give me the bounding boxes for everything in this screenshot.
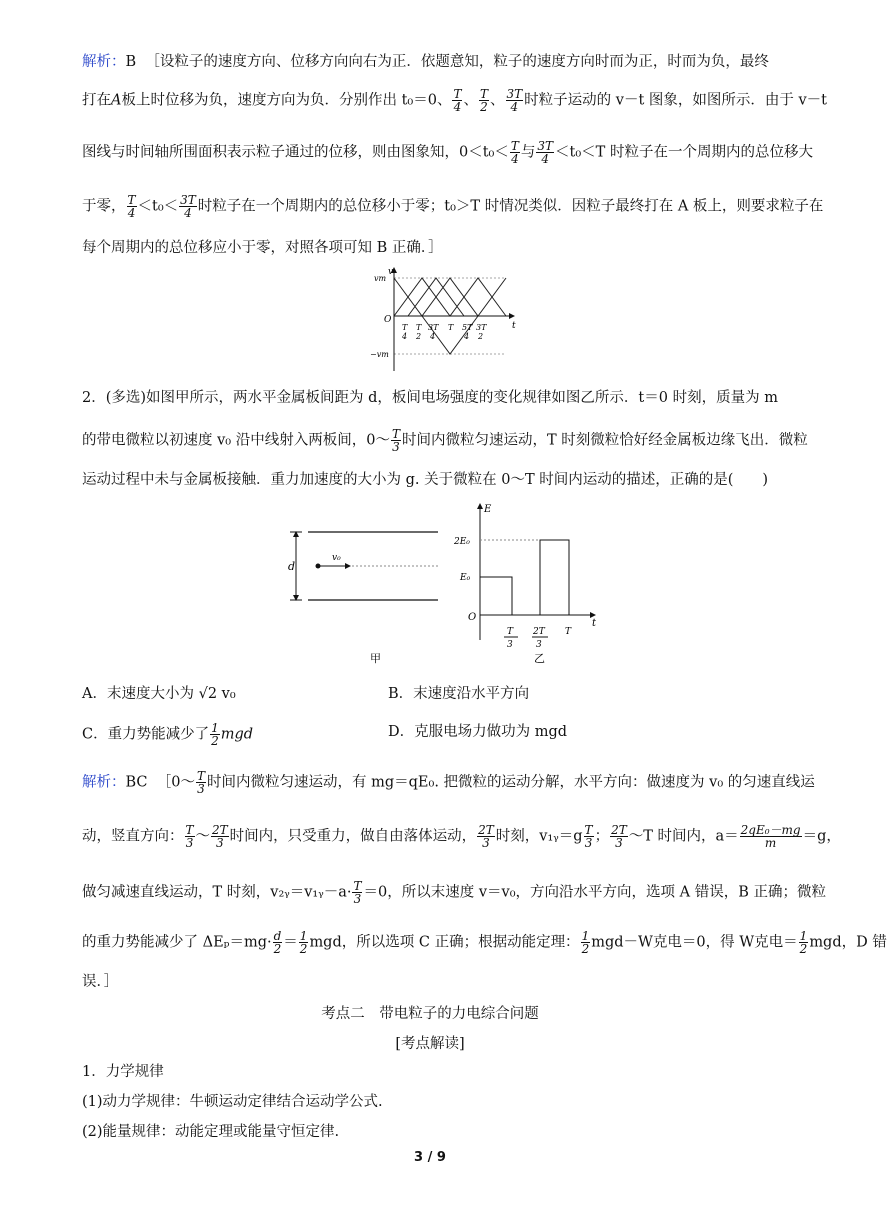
svg-text:4: 4 bbox=[430, 332, 436, 341]
analysis2-line3: 做匀减速直线运动，T 时刻，v₂ᵧ＝v₁ᵧ－a· $\frac{T}{3}$ ＝0，所以末速度 v＝v₀，方向沿水平方向，选项 A 错误，B 正确；微粒 bbox=[82, 879, 826, 906]
analysis1-line5: 每个周期内的总位移应小于零，对照各项可知 B 正确．］ bbox=[82, 240, 443, 256]
svg-text:T: T bbox=[416, 323, 422, 332]
svg-text:T: T bbox=[402, 323, 408, 332]
vt-graph bbox=[364, 266, 524, 376]
svg-text:d: d bbox=[288, 560, 296, 573]
svg-text:乙: 乙 bbox=[534, 652, 545, 665]
svg-text:O: O bbox=[468, 612, 477, 623]
svg-text:E: E bbox=[484, 504, 492, 515]
q2-line1: 2．(多选)如图甲所示，两水平金属板间距为 d，板间电场强度的变化规律如图乙所示．t＝0 时刻，质量为 m bbox=[82, 390, 778, 406]
svg-text:2E₀: 2E₀ bbox=[454, 537, 470, 547]
page-number: 3 / 9 bbox=[414, 1150, 446, 1165]
analysis2-line2: 动，竖直方向： $\frac{T}{3}$ ～ $\frac{2T}{3}$ 时间内，只受重力，做自由落体运动， $\frac{2T}{3}$ 时刻，v₁ᵧ＝g $\frac{T}{3}$ ； $\frac{2T}{3}$ ～T 时间内，a＝ $\frac{\text{2qE₀－mg}}{m}$ ＝g， bbox=[82, 823, 841, 850]
svg-text:3T: 3T bbox=[428, 323, 439, 332]
svg-text:2: 2 bbox=[478, 332, 484, 341]
q2-line3: 运动过程中未与金属板接触．重力加速度的大小为 g. 关于微粒在 0～T 时间内运动的描述，正确的是( ) bbox=[82, 472, 769, 488]
svg-text:O: O bbox=[384, 315, 392, 325]
analysis2-line1: 解析：BC ［0～ $\frac{T}{3}$ 时间内微粒匀速运动，有 mg＝qE₀. 把微粒的运动分解，水平方向：做速度为 v₀ 的匀速直线运 bbox=[82, 769, 815, 796]
option-a: A．末速度大小为 √2 v₀ bbox=[82, 686, 236, 702]
analysis1-line2: 打在A板上时位移为负，速度方向为负．分别作出 t₀＝0、 $\frac{T}{4}$ 、 $\frac{T}{2}$ 、 $\frac{3T}{4}$ 时粒子运动的 v－t 图象，如图所示．由于 v－t bbox=[82, 87, 828, 114]
svg-text:t: t bbox=[512, 321, 516, 331]
section-title: 考点二 带电粒子的力电综合问题 bbox=[321, 1006, 539, 1022]
svg-text:3: 3 bbox=[536, 640, 542, 650]
svg-text:5T: 5T bbox=[462, 323, 473, 332]
option-c: C．重力势能减少了 $\frac{1}{2}$ mgd bbox=[82, 721, 254, 748]
svg-text:T: T bbox=[565, 627, 572, 637]
analysis2-line4: 的重力势能减少了 ΔEₚ＝mg· $\frac{d}{2}$ ＝ $\frac{1}{2}$ mgd，所以选项 C 正确；根据动能定理： $\frac{1}{2}$ mgd－W克电＝0，得 W克电＝ $\frac{1}{2}$ mgd，D 错 bbox=[82, 929, 887, 956]
svg-text:T: T bbox=[448, 323, 454, 332]
analysis1-line1: 解析：B ［设粒子的速度方向、位移方向向右为正．依题意知，粒子的速度方向时而为正，时而为负，最终 bbox=[82, 54, 769, 70]
svg-text:3: 3 bbox=[507, 640, 513, 650]
q2-line2: 的带电微粒以初速度 v₀ 沿中线射入两板间，0～ $\frac{T}{3}$ 时间内微粒匀速运动，T 时刻微粒恰好经金属板边缘飞出．微粒 bbox=[82, 427, 808, 454]
svg-text:v: v bbox=[388, 267, 394, 277]
svg-text:2: 2 bbox=[416, 332, 422, 341]
svg-text:4: 4 bbox=[464, 332, 470, 341]
section-p1: 1．力学规律 bbox=[82, 1064, 164, 1080]
section-p3: (2)能量规律：动能定理或能量守恒定律. bbox=[82, 1124, 340, 1140]
svg-text:3T: 3T bbox=[476, 323, 487, 332]
section-sub: [考点解读] bbox=[395, 1036, 465, 1052]
plates-figure bbox=[280, 500, 620, 670]
option-b: B．末速度沿水平方向 bbox=[388, 686, 530, 702]
analysis2-line5: 误．］ bbox=[82, 974, 119, 990]
svg-text:−vm: −vm bbox=[370, 350, 389, 359]
option-d: D．克服电场力做功为 mgd bbox=[388, 724, 568, 740]
analysis1-line4: 于零， $\frac{T}{4}$ ＜t₀＜ $\frac{3T}{4}$ 时粒子在一个周期内的总位移小于零；t₀＞T 时情况类似．因粒子最终打在 A 板上，则要求粒子在 bbox=[82, 193, 824, 220]
section-p2: (1)动力学规律：牛顿运动定律结合运动学公式. bbox=[82, 1094, 383, 1110]
svg-text:v₀: v₀ bbox=[332, 553, 341, 563]
svg-text:4: 4 bbox=[402, 332, 408, 341]
svg-text:T: T bbox=[507, 627, 514, 637]
svg-text:t: t bbox=[592, 618, 597, 629]
svg-text:vm: vm bbox=[374, 274, 387, 283]
svg-text:2T: 2T bbox=[533, 627, 545, 637]
svg-text:甲: 甲 bbox=[370, 652, 381, 665]
svg-text:E₀: E₀ bbox=[460, 573, 471, 583]
analysis1-line3: 图线与时间轴所围面积表示粒子通过的位移，则由图象知，0＜t₀＜ $\frac{T}{4}$ 与 $\frac{3T}{4}$ ＜t₀＜T 时粒子在一个周期内的总位移大 bbox=[82, 139, 813, 166]
analysis-label: 解析： bbox=[82, 54, 126, 70]
